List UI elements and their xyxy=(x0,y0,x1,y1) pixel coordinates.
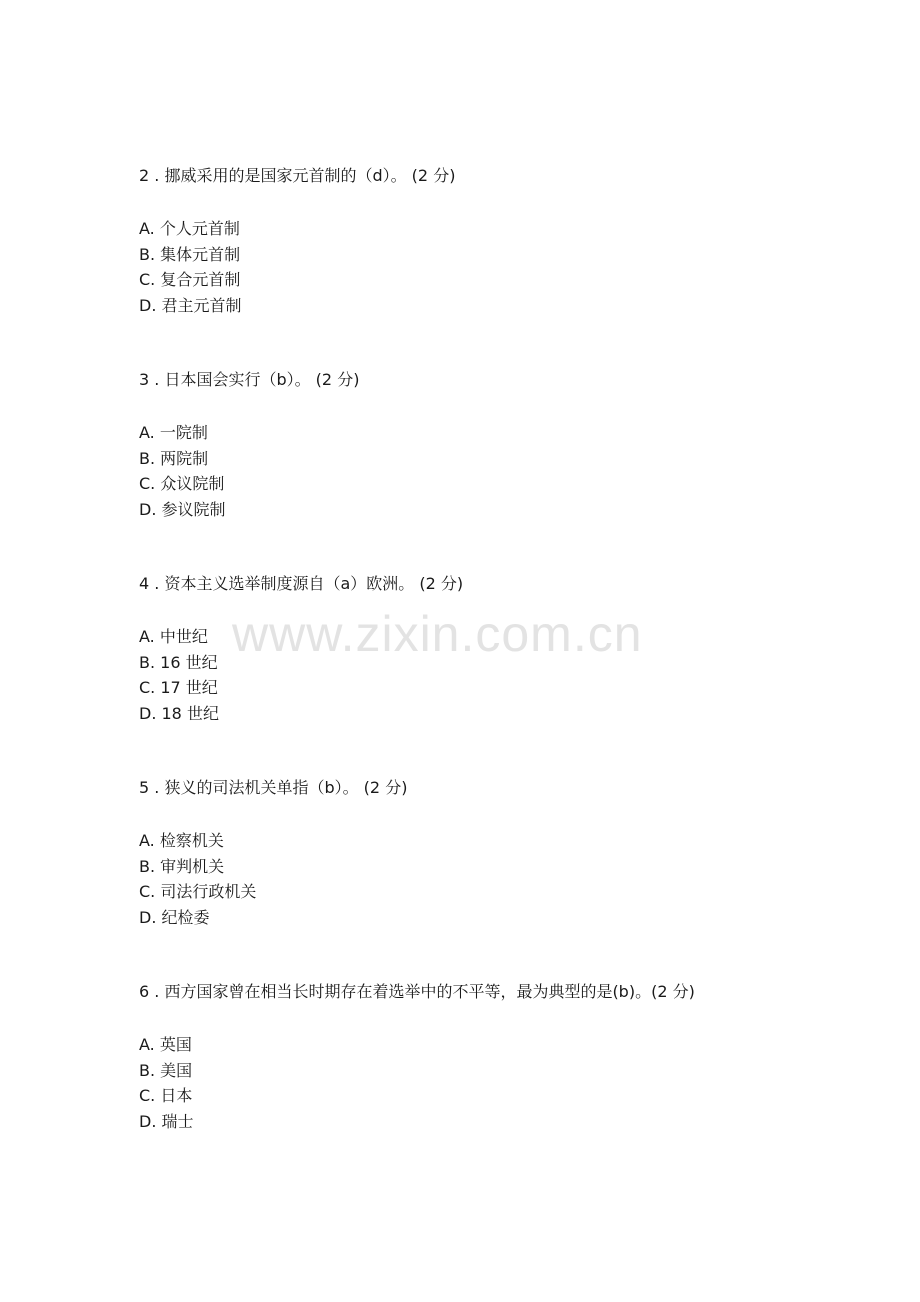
option-c: C. 复合元首制 xyxy=(139,270,241,289)
question-3 xyxy=(139,370,839,522)
option-a: A. 检察机关 xyxy=(139,831,224,850)
option-d: D. 瑞士 xyxy=(139,1111,194,1131)
option-list xyxy=(139,828,839,930)
question-5 xyxy=(139,778,839,930)
option-d: D. 君主元首制 xyxy=(139,295,242,315)
option-c: C. 17 世纪 xyxy=(139,678,218,697)
option-a: A. 一院制 xyxy=(139,423,208,442)
option-list xyxy=(139,420,839,522)
option-list xyxy=(139,624,839,726)
question-2 xyxy=(139,166,839,318)
question-stem: 2 . 挪威采用的是国家元首制的（d）。 (2 分) xyxy=(139,166,456,185)
watermark: www.zixin.com.cn xyxy=(232,606,643,662)
question-4 xyxy=(139,574,839,726)
option-b: B. 审判机关 xyxy=(139,856,225,876)
option-a: A. 中世纪 xyxy=(139,627,208,646)
option-c: C. 司法行政机关 xyxy=(139,882,257,901)
option-list xyxy=(139,216,839,318)
option-c: C. 众议院制 xyxy=(139,474,225,493)
option-d: D. 18 世纪 xyxy=(139,703,219,723)
option-b: B. 16 世纪 xyxy=(139,652,218,672)
option-d: D. 参议院制 xyxy=(139,499,226,519)
option-b: B. 美国 xyxy=(139,1060,193,1080)
question-6 xyxy=(139,982,839,1134)
option-list xyxy=(139,1032,839,1134)
question-stem: 5 . 狭义的司法机关单指（b）。 (2 分) xyxy=(139,778,408,797)
option-c: C. 日本 xyxy=(139,1086,193,1105)
option-a: A. 个人元首制 xyxy=(139,219,240,238)
question-stem: 6 . 西方国家曾在相当长时期存在着选举中的不平等，最为典型的是(b)。(2 分) xyxy=(139,982,695,1001)
option-a: A. 英国 xyxy=(139,1035,192,1054)
option-d: D. 纪检委 xyxy=(139,907,210,927)
option-b: B. 集体元首制 xyxy=(139,244,241,264)
question-stem: 4 . 资本主义选举制度源自（a）欧洲。 (2 分) xyxy=(139,574,464,593)
question-stem: 3 . 日本国会实行（b）。 (2 分) xyxy=(139,370,360,389)
option-b: B. 两院制 xyxy=(139,448,209,468)
